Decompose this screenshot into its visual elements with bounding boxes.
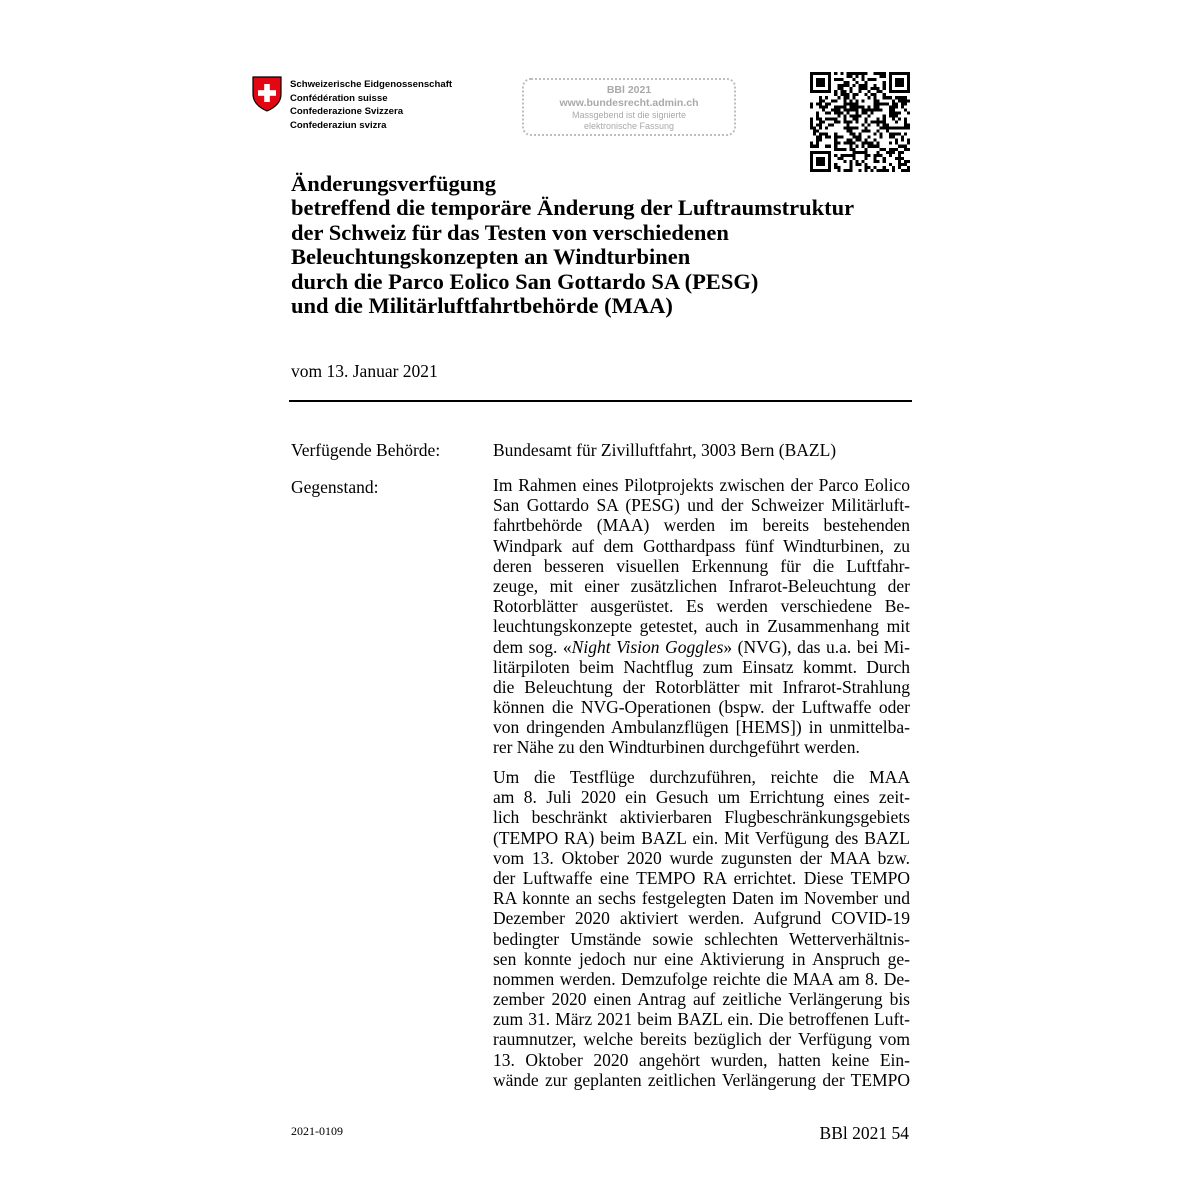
text-line: bedingter Umstände sowie schlechten Wetterverhältnis-: [493, 928, 910, 949]
document-date: vom 13. Januar 2021: [291, 361, 438, 381]
text-line: lich beschränkt aktivierbaren Flugbeschränkungsgebiets: [493, 807, 910, 828]
subject-paragraph-2: [493, 767, 910, 1090]
stamp-url: www.bundesrecht.admin.ch: [559, 97, 699, 109]
subject-paragraph-1: [493, 475, 910, 758]
text-line: zember 2020 einen Antrag auf zeitliche Verlängerung bis: [493, 989, 910, 1010]
confederation-name-it: Confederazione Svizzera: [290, 106, 404, 117]
divider: [289, 400, 912, 402]
text-line: fahrtbehörde (MAA) werden im bereits bestehenden: [493, 515, 910, 536]
document-number: 2021-0109: [291, 1124, 343, 1138]
text-line: raumnutzer, welche bereits bezüglich der Verfügung vom: [493, 1029, 910, 1050]
title-line: durch die Parco Eolico San Gottardo SA (PESG): [291, 268, 759, 294]
document-title: [291, 172, 854, 318]
text-line-nvg: [493, 637, 910, 657]
text-line: zum 31. März 2021 beim BAZL ein. Die betroffenen Luft-: [493, 1009, 910, 1030]
nvg-suffix: » (NVG), das u.a. bei Mi-: [723, 636, 911, 657]
nvg-prefix: dem sog. «: [493, 636, 572, 657]
text-line: Rotorblätter ausgerüstet. Es werden verschiedene Be-: [493, 596, 910, 617]
publication-stamp: [522, 78, 736, 136]
stamp-note-1: Massgebend ist die signierte: [571, 110, 687, 120]
text-line: der Luftwaffe eine TEMPO RA errichtet. Diese TEMPO: [493, 867, 910, 888]
text-line: RA konnte an sechs festgelegten Daten im November und: [493, 888, 910, 909]
title-line: Beleuchtungskonzepten an Windturbinen: [291, 244, 691, 270]
text-line: Windpark auf dem Gotthardpass fünf Windturbinen, zu: [493, 535, 910, 556]
text-line: Um die Testflüge durchzuführen, reichte die MAA: [493, 767, 910, 787]
text-line: nommen werden. Demzufolge reichte die MAA am 8. De-: [493, 968, 910, 989]
confederation-names: [290, 78, 452, 132]
text-line: Dezember 2020 aktiviert werden. Aufgrund COVID-19: [493, 908, 910, 929]
stamp-issue: BBl 2021: [606, 84, 652, 96]
text-line: deren besseren visuellen Erkennung für die Luftfahr-: [493, 555, 910, 576]
subject-label: Gegenstand:: [291, 477, 379, 497]
confederation-name-rm: Confederaziun svizra: [290, 119, 387, 131]
title-line: betreffend die temporäre Änderung der Luftraumstruktur: [291, 195, 855, 221]
title-line: Änderungsverfügung: [291, 171, 497, 196]
authority-value: Bundesamt für Zivilluftfahrt, 3003 Bern (BAZL): [493, 440, 837, 460]
nvg-term: Night Vision Goggles: [571, 636, 724, 657]
text-line: sen konnte jedoch nur eine Aktivierung in Anspruch ge-: [493, 948, 910, 969]
text-line: am 8. Juli 2020 ein Gesuch um Errichtung eines zeit-: [493, 787, 910, 808]
page-reference: BBl 2021 54: [819, 1123, 909, 1143]
text-line: zeuge, mit einer zusätzlichen Infrarot-Beleuchtung der: [493, 575, 910, 596]
text-line: 13. Oktober 2020 angehört wurden, hatten keine Ein-: [493, 1049, 910, 1070]
text-line: leuchtungskonzepte getestet, auch in Zusammenhang mit: [493, 616, 910, 637]
confederation-name-fr: Confédération suisse: [290, 92, 388, 104]
text-line: Im Rahmen eines Pilotprojekts zwischen der Parco Eolico: [493, 475, 910, 495]
text-line: (TEMPO RA) beim BAZL ein. Mit Verfügung des BAZL: [493, 827, 910, 848]
title-line: und die Militärluftfahrtbehörde (MAA): [291, 292, 673, 318]
confederation-name-de: Schweizerische Eidgenossenschaft: [290, 79, 453, 90]
title-line: der Schweiz für das Testen von verschiedenen: [291, 219, 729, 245]
text-line: können die NVG-Operationen (bspw. der Luftwaffe oder: [493, 697, 910, 718]
text-line: rer Nähe zu den Windturbinen durchgeführt werden.: [493, 737, 860, 758]
text-line: litärpiloten beim Nachtflug zum Einsatz kommt. Durch: [493, 656, 910, 677]
stamp-note-2: elektronische Fassung: [583, 121, 675, 131]
text-line: vom 13. Oktober 2020 wurde zugunsten der MAA bzw.: [493, 847, 910, 868]
authority-label: Verfügende Behörde:: [291, 440, 441, 460]
text-line: wände zur geplanten zeitlichen Verlängerung der TEMPO: [493, 1069, 910, 1090]
qr-code-icon: [810, 72, 910, 172]
swiss-coat-of-arms-icon: [252, 76, 282, 112]
text-line: die Beleuchtung der Rotorblätter mit Infrarot-Strahlung: [493, 676, 910, 697]
text-line: San Gottardo SA (PESG) und der Schweizer Militärluft-: [493, 495, 910, 516]
text-line: von dringenden Ambulanzflügen [HEMS]) in unmittelba-: [493, 717, 910, 738]
